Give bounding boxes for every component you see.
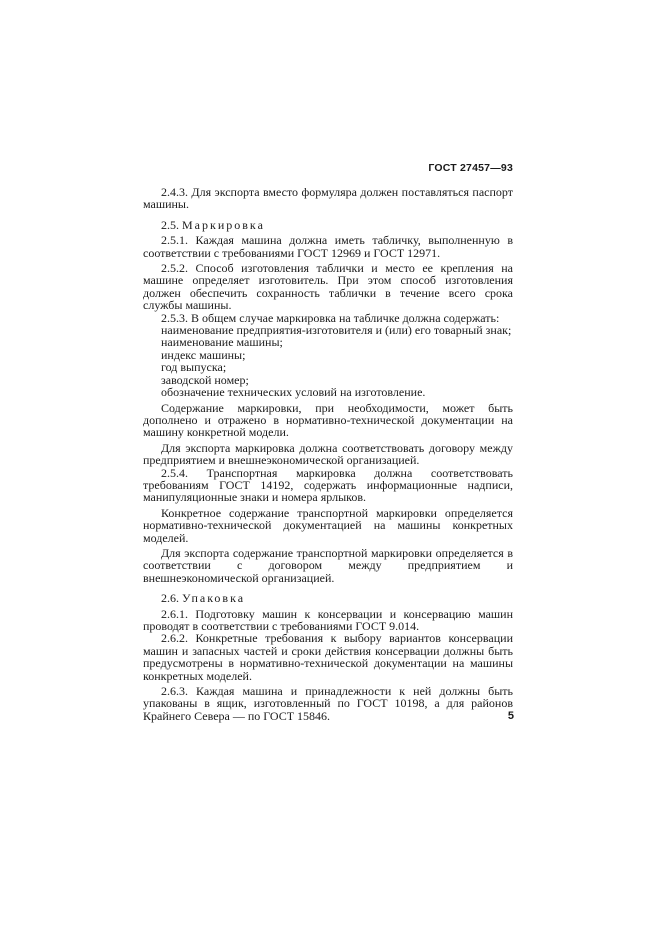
list-item: заводской номер; bbox=[161, 372, 249, 387]
section-title: Маркировка bbox=[182, 217, 265, 232]
paragraph-transport-content: Конкретное содержание транспортной маркировки определяется нормативно-технической документацией на машины конкретных моделей. bbox=[143, 505, 513, 545]
paragraph-2-5-1: 2.5.1. Каждая машина должна иметь табличку, выполненную в соответствии с требованиями ГОСТ 12969 и ГОСТ 12971. bbox=[143, 233, 513, 260]
paragraph-transport-export: Для экспорта содержание транспортной маркировки определяется в соответствии с договором между предприятием и внешнеэкономической организацией. bbox=[143, 545, 513, 585]
paragraph-2-5-2: 2.5.2. Способ изготовления таблички и место ее крепления на машине определяет изготовитель. При этом способ изготовления должен обеспечить сохранность таблички в течение всего срока службы машины. bbox=[143, 261, 513, 313]
paragraph-2-5-3: 2.5.3. В общем случае маркировка на табличке должна содержать: bbox=[161, 310, 500, 325]
paragraph-2-4-3: 2.4.3. Для экспорта вместо формуляра должен поставляться паспорт машины. bbox=[143, 185, 513, 212]
section-title: Упаковка bbox=[182, 591, 246, 606]
paragraph-marking-content: Содержание маркировки, при необходимости, может быть дополнено и отражено в нормативно-технической документации на машину конкретной модели. bbox=[143, 400, 513, 440]
paragraph-2-5-4: 2.5.4. Транспортная маркировка должна соответствовать требованиям ГОСТ 14192, содержать информационные надписи, манипуляционные знаки и номера ярлыков. bbox=[143, 465, 513, 505]
paragraph-2-6-2: 2.6.2. Конкретные требования к выбору вариантов консервации машин и запасных частей и сроки действия консервации должны быть предусмотрены в нормативно-технической документации на машины конкретных моделей. bbox=[143, 631, 513, 683]
list-item: наименование предприятия-изготовителя и (или) его товарный знак; bbox=[161, 323, 512, 338]
list-item: год выпуска; bbox=[161, 360, 227, 375]
marking-content-list bbox=[143, 324, 513, 398]
page-number: 5 bbox=[507, 710, 514, 722]
document-body bbox=[143, 186, 513, 722]
section-heading-2-5 bbox=[143, 219, 513, 231]
list-item: наименование машины; bbox=[161, 335, 283, 350]
section-number: 2.6. bbox=[161, 591, 179, 606]
section-heading-2-6 bbox=[143, 592, 513, 604]
list-item: индекс машины; bbox=[161, 347, 246, 362]
standard-header: ГОСТ 27457—93 bbox=[428, 162, 513, 174]
paragraph-2-6-1: 2.6.1. Подготовку машин к консервации и консервацию машин проводят в соответствии с требованиями ГОСТ 9.014. bbox=[143, 606, 513, 633]
paragraph-2-6-3: 2.6.3. Каждая машина и принадлежности к ней должны быть упакованы в ящик, изготовленный по ГОСТ 10198, а для районов Крайнего Севера — по ГОСТ 15846. bbox=[143, 684, 513, 723]
paragraph-marking-export: Для экспорта маркировка должна соответствовать договору между предприятием и внешнеэкономической организацией. bbox=[143, 440, 513, 468]
list-item: обозначение технических условий на изготовление. bbox=[161, 385, 426, 400]
section-number: 2.5. bbox=[161, 217, 179, 232]
